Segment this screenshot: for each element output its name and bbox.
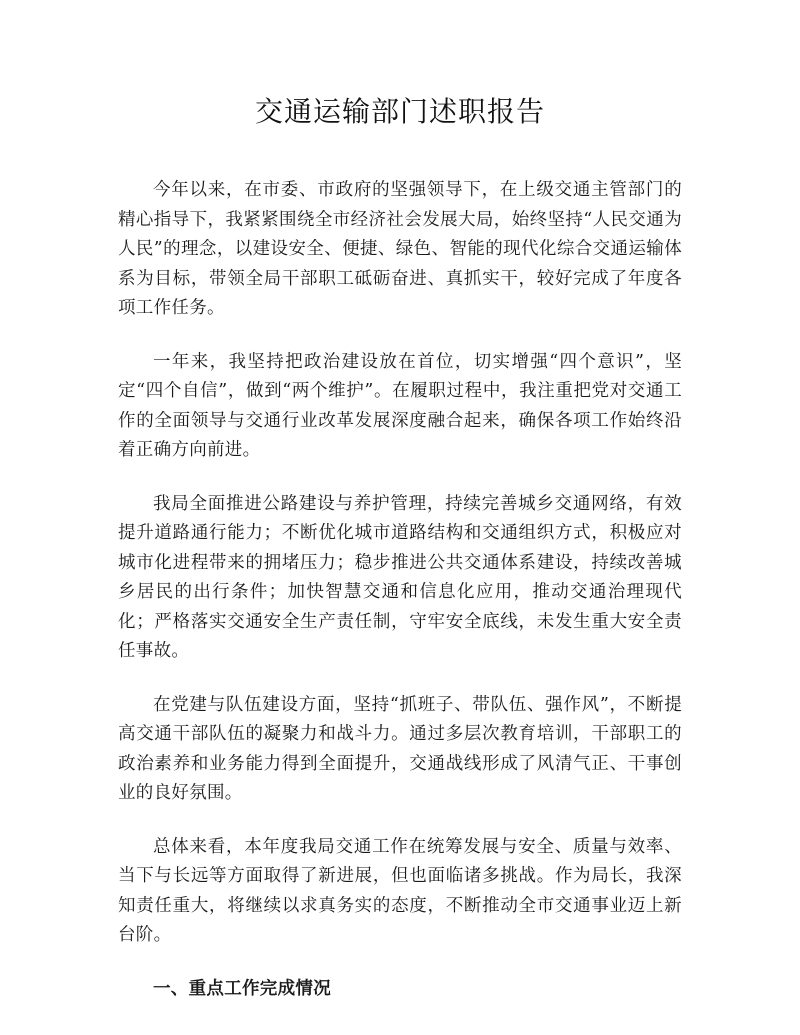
- paragraph-party-building: 在党建与队伍建设方面，坚持“抓班子、带队伍、强作风”，不断提高交通干部队伍的凝聚力和战斗力。通过多层次教育培训，干部职工的政治素养和业务能力得到全面提升，交通战线形成了风清气正、干事创业的良好氛围。: [118, 694, 682, 803]
- document-body: [118, 176, 682, 1004]
- paragraph-intro: 今年以来，在市委、市政府的坚强领导下，在上级交通主管部门的精心指导下，我紧紧围绕全市经济社会发展大局，始终坚持“人民交通为人民”的理念，以建设安全、便捷、绿色、智能的现代化综合交通运输体系为目标，带领全局干部职工砥砺奋进、真抓实干，较好完成了年度各项工作任务。: [118, 180, 682, 318]
- paragraph-political: 一年来，我坚持把政治建设放在首位，切实增强“四个意识”，坚定“四个自信”，做到“两个维护”。在履职过程中，我注重把党对交通工作的全面领导与交通行业改革发展深度融合起来，确保各项工作始终沿着正确方向前进。: [118, 351, 682, 460]
- paragraph-infrastructure: 我局全面推进公路建设与养护管理，持续完善城乡交通网络，有效提升道路通行能力；不断优化城市道路结构和交通组织方式，积极应对城市化进程带来的拥堵压力；稳步推进公共交通体系建设，持续改善城乡居民的出行条件；加快智慧交通和信息化应用，推动交通治理现代化；严格落实交通安全生产责任制，守牢安全底线，未发生重大安全责任事故。: [118, 493, 682, 661]
- paragraph-summary: 总体来看，本年度我局交通工作在统筹发展与安全、质量与效率、当下与长远等方面取得了新进展，但也面临诸多挑战。作为局长，我深知责任重大，将继续以求真务实的态度，不断推动全市交通事业迈上新台阶。: [118, 836, 682, 945]
- section-heading: 一、重点工作完成情况: [153, 978, 331, 999]
- document-title: 交通运输部门述职报告: [254, 95, 545, 128]
